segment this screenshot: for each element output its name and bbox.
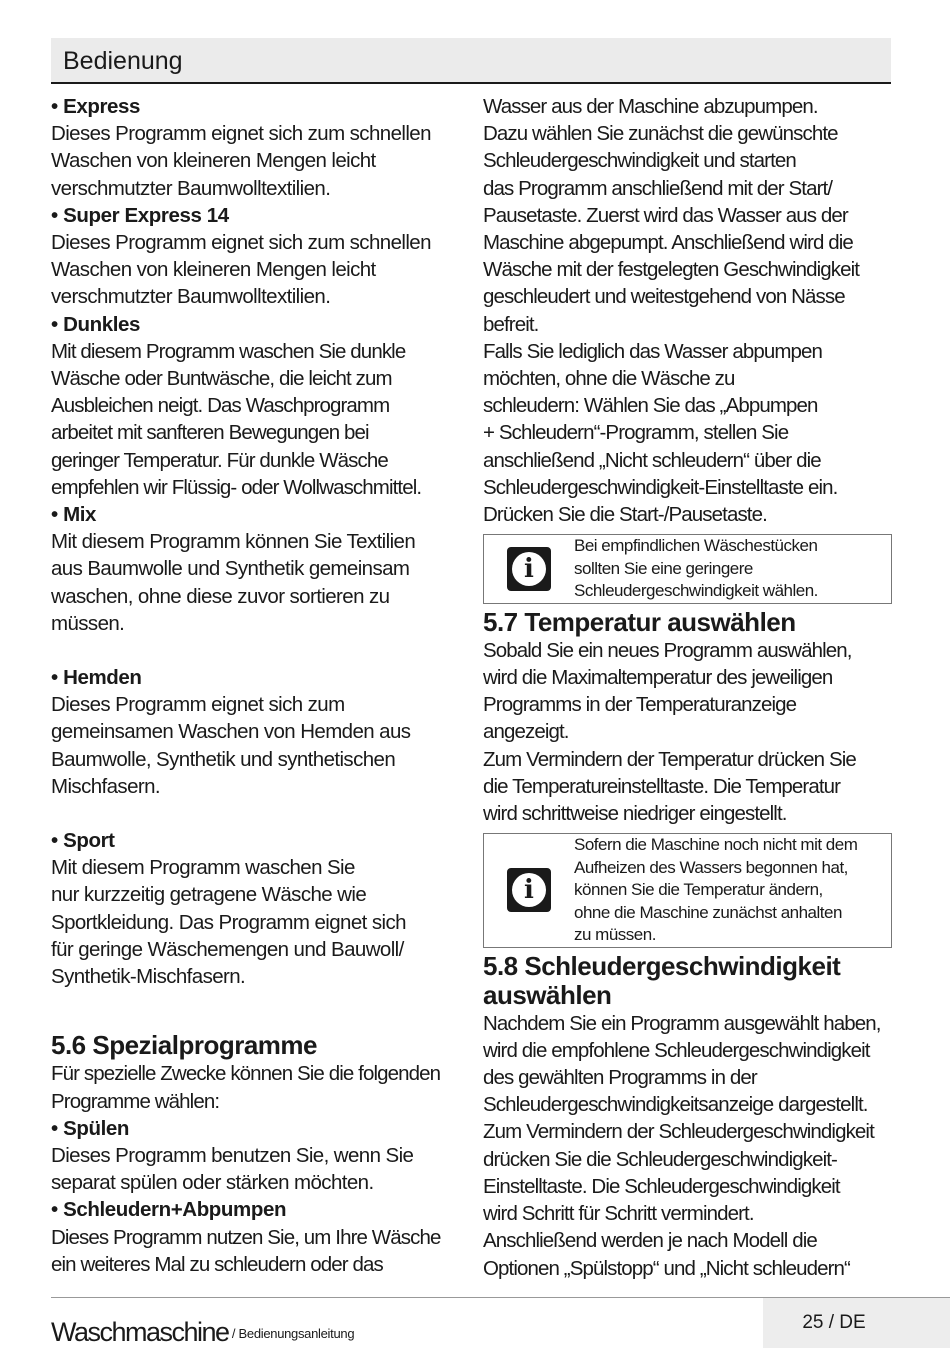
section-text-5-7: Sobald Sie ein neues Programm auswählen, wird die Maximaltemperatur des jeweiligen Programms in der Temperaturanzeige angezeigt. Zum Vermindern der Temperatur drücken Sie die Temperatureinstelltaste. Die Temperatur wird schrittweise niedriger eingestellt. <box>483 638 856 825</box>
footer-brand-sub: / Bedienungsanleitung <box>228 1326 355 1341</box>
right-column <box>483 93 893 1282</box>
section-intro-5-6: Für spezielle Zwecke können Sie die folgenden Programme wählen: <box>51 1062 441 1113</box>
section-header <box>51 38 891 84</box>
program-text-dunkles: Mit diesem Programm waschen Sie dunkle Wäsche oder Buntwäsche, die leicht zum Ausbleichen neigt. Das Waschprogramm arbeitet mit sanfteren Bewegungen bei geringer Temperatur. Für dunkle Wäsche empfehlen wir Flüssig- oder Wollwaschmittel. <box>51 339 422 499</box>
continued-text: Wasser aus der Maschine abzupumpen. Dazu wählen Sie zunächst die gewünschte Schleudergeschwindigkeit und starten das Programm anschließend mit der Start/ Pausetaste. Zuerst wird das Wasser aus der Maschine abgepumpt. Anschließend wird die Wäsche mit der festgelegten Geschwindigkeit geschleudert und weitestgehend von Nässe befreit. Falls Sie lediglich das Wasser abpumpen möchten, ohne die Wäsche zu schleudern: Wählen Sie das „Abpumpen + Schleudern“-Programm, stellen Sie anschließend „Nicht schleudern“ über die Schleudergeschwindigkeit-Einstelltaste ein. Drücken Sie die Start-/Pausetaste. <box>483 95 860 527</box>
footer-brand <box>51 1316 355 1348</box>
program-text-mix: Mit diesem Programm können Sie Textilien aus Baumwolle und Synthetik gemeinsam waschen, ohne diese zuvor sortieren zu müssen. <box>51 530 416 635</box>
program-text-super-express: Dieses Programm eignet sich zum schnellen Waschen von kleineren Mengen leicht verschmutzter Baumwolltextilien. <box>51 231 431 309</box>
section-title-5-8: 5.8 Schleudergeschwindigkeit auswählen <box>483 950 841 1010</box>
program-title-super-express: • Super Express 14 <box>51 203 229 227</box>
program-title-hemden: • Hemden <box>51 666 142 690</box>
info-note <box>483 833 892 948</box>
spacer <box>51 990 461 1031</box>
program-title-mix: • Mix <box>51 503 97 527</box>
section-header-title: Bedienung <box>63 47 183 75</box>
section-title-5-6: 5.6 Spezialprogramme <box>51 1030 317 1061</box>
info-note-text: Sofern die Maschine noch nicht mit dem Aufheizen des Wassers begonnen hat, können Sie die Temperatur ändern, ohne die Maschine zunächst anhalten zu müssen. <box>574 835 858 945</box>
program-title-sport: • Sport <box>51 829 115 853</box>
info-note <box>483 534 892 604</box>
program-text-hemden: Dieses Programm eignet sich zum gemeinsamen Waschen von Hemden aus Baumwolle, Synthetik und synthetischen Mischfasern. <box>51 693 411 798</box>
program-text-spuelen: Dieses Programm benutzen Sie, wenn Sie separat spülen oder stärken möchten. <box>51 1143 414 1195</box>
spacer <box>51 800 461 827</box>
info-icon: i <box>507 547 551 591</box>
info-note-text: Bei empfindlichen Wäschestücken sollten Sie eine geringere Schleudergeschwindigkeit wählen. <box>574 536 818 601</box>
section-text-5-8: Nachdem Sie ein Programm ausgewählt haben, wird die empfohlene Schleudergeschwindigkeit des gewählten Programms in der Schleudergeschwindigkeitsanzeige dargestellt. Zum Vermindern der Schleudergeschwindigkeit drücken Sie die Schleudergeschwindigkeit- Einstelltaste. Die Schleudergeschwindigkeit wird Schritt für Schritt vermindert. Anschließend werden je nach Modell die Optionen „Spülstopp“ und „Nicht schleudern“ <box>483 1011 881 1280</box>
program-text-schleudern-abpumpen: Dieses Programm nutzen Sie, um Ihre Wäsche ein weiteres Mal zu schleudern oder das <box>51 1225 441 1276</box>
section-title-5-7: 5.7 Temperatur auswählen <box>483 606 796 637</box>
info-icon: i <box>507 868 551 912</box>
program-title-spuelen: • Spülen <box>51 1116 130 1140</box>
program-text-sport: Mit diesem Programm waschen Sie nur kurzzeitig getragene Wäsche wie Sportkleidung. Das Programm eignet sich für geringe Wäschemengen und Bauwoll/ Synthetik-Mischfasern. <box>51 856 406 989</box>
program-text-express: Dieses Programm eignet sich zum schnellen Waschen von kleineren Mengen leicht verschmutzter Baumwolltextilien. <box>51 122 431 200</box>
program-title-express: • Express <box>51 95 141 118</box>
program-title-dunkles: • Dunkles <box>51 312 141 336</box>
spacer <box>51 637 461 664</box>
footer-brand-main: Waschmaschine <box>51 1317 229 1347</box>
left-column <box>51 93 461 1278</box>
page-number: 25 / DE <box>802 1312 866 1333</box>
program-title-schleudern-abpumpen: • Schleudern+Abpumpen <box>51 1198 287 1222</box>
